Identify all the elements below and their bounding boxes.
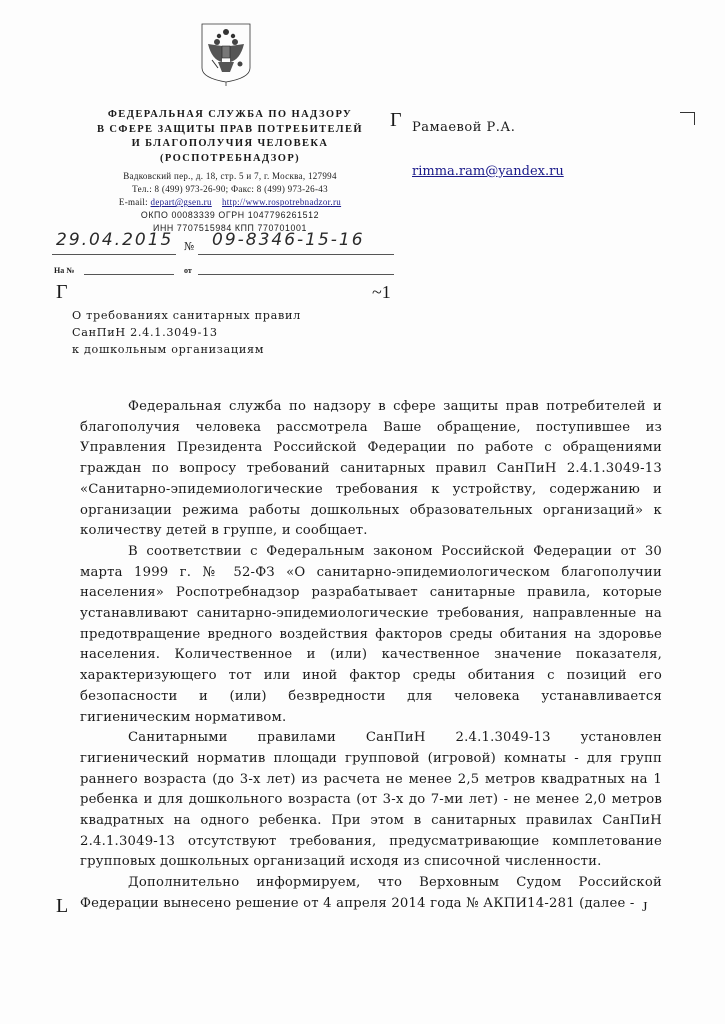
body-paragraph: Санитарными правилами СанПиН 2.4.1.3049-13 установлен гигиенический норматив площади групповой (игровой) комнаты - для групп раннего возраста (до 3-х лет) из расчета не менее 2,5 метров квадратных на 1 ребенка и для дошкольного возраста (от 3-х до 7-ми лет) - не менее 2,0 метров квадратных на одного ребенка. При этом в санитарных правилах СанПиН 2.4.1.3049-13 отсутствуют требования, предусматривающие комплетование групповых дошкольных организаций исходя из списочной численности. <box>80 730 662 870</box>
ref-number-label: На № <box>54 266 75 275</box>
letter-body <box>80 397 662 915</box>
date-underline <box>52 254 176 255</box>
ref-from-label: от <box>184 266 192 275</box>
recipient-corner-top-right <box>680 112 695 125</box>
agency-address: Вадковский пер., д. 18, стр. 5 и 7, г. Москва, 127994 <box>123 171 337 181</box>
ref-number-underline <box>84 274 174 275</box>
body-paragraph: В соответствии с Федеральным законом Российской Федерации от 30 марта 1999 г. № 52-ФЗ «О санитарно-эпидемиологическом благополучии населения» Роспотребнадзор разрабатывает санитарные правила, которые устанавливают санитарно-эпидемиологические требования, направленные на предотвращение вредного воздействия факторов среды обитания на здоровье населения. Количественное и (или) качественное значение показателя, характеризующего тот или иной фактор среды обитания с позиций его безопасности и (или) безвредности для человека устанавливается гигиеническим нормативом. <box>80 543 662 725</box>
agency-email-link[interactable]: depart@gsen.ru <box>150 197 212 207</box>
subject-line: СанПиН 2.4.1.3049-13 <box>72 326 218 339</box>
subject-corner-top-right: ~1 <box>372 282 391 302</box>
letter-subject <box>72 307 301 358</box>
agency-line: (РОСПОТРЕБНАДЗОР) <box>159 152 301 164</box>
agency-email-line <box>60 196 400 209</box>
email-label: E-mail: <box>118 197 148 207</box>
outgoing-date: 29.04.2015 <box>56 230 174 250</box>
recipient-corner-top-left: Г <box>390 109 402 131</box>
agency-website-link[interactable]: http://www.rospotrebnadzor.ru <box>221 197 342 207</box>
body-paragraph: Федеральная служба по надзору в сфере защиты прав потребителей и благополучия человека рассмотрела Ваше обращение, поступившее из Управления Президента Российской Федерации по работе с обращениями граждан по вопросу требований санитарных правил СанПиН 2.4.1.3049-13 «Санитарно-эпидемиологические требования к устройству, содержанию и организации режима работы дошкольных образовательных организаций» к количеству детей в группе, и сообщает. <box>80 399 662 539</box>
russian-coat-of-arms-icon <box>200 22 252 88</box>
subject-line: О требованиях санитарных правил <box>72 309 301 322</box>
agency-contacts <box>60 170 400 235</box>
page-corner-bottom-right: J <box>642 900 648 915</box>
agency-okpo-ogrn: ОКПО 00083339 ОГРН 1047796261512 <box>140 210 320 220</box>
agency-line: И БЛАГОПОЛУЧИЯ ЧЕЛОВЕКА <box>131 138 329 149</box>
number-label: № <box>184 240 195 253</box>
recipient-name: Рамаевой Р.А. <box>412 120 516 135</box>
ref-from-underline <box>198 274 394 275</box>
number-underline <box>198 254 394 255</box>
recipient-email-link[interactable]: rimma.ram@yandex.ru <box>412 164 564 179</box>
subject-line: к дошкольным организациям <box>72 343 265 356</box>
body-paragraph: Дополнительно информируем, что Верховным Судом Российской Федерации вынесено решение от 4 апреля 2014 года № АКПИ14-281 (далее - <box>80 875 662 911</box>
agency-inn-kpp: ИНН 7707515984 КПП 770701001 <box>153 223 307 233</box>
agency-name <box>60 108 400 166</box>
subject-corner-top-left: Г <box>56 281 68 303</box>
page-corner-bottom-left: L <box>56 895 69 917</box>
agency-line: В СФЕРЕ ЗАЩИТЫ ПРАВ ПОТРЕБИТЕЛЕЙ <box>96 123 363 135</box>
agency-line: ФЕДЕРАЛЬНАЯ СЛУЖБА ПО НАДЗОРУ <box>107 109 353 120</box>
agency-phones: Тел.: 8 (499) 973-26-90; Факс: 8 (499) 973-26-43 <box>132 184 328 194</box>
outgoing-number: 09-8346-15-16 <box>212 230 365 250</box>
